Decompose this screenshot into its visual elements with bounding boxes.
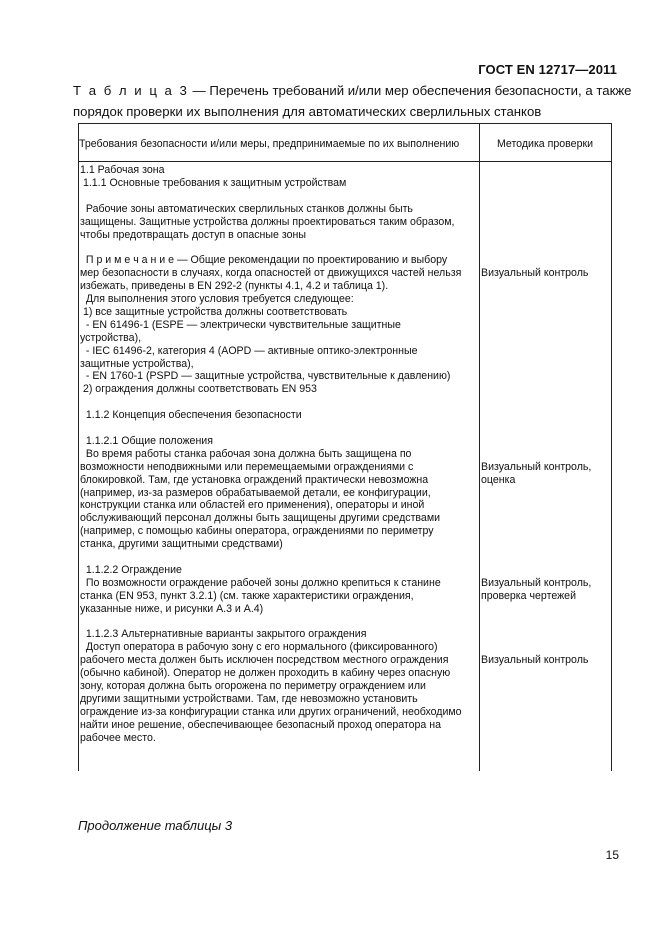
requirement-line: блокировкой. Там, где установка ограждений практически невозможна [80, 473, 429, 486]
requirement-line: станка (EN 953, пункт 3.2.1) (см. также характеристики ограждения, [80, 589, 414, 602]
standard-designation: ГОСТ EN 12717—2011 [478, 62, 617, 77]
requirement-line: найти иное решение, обеспечивающее безопасный проход оператора на [80, 718, 442, 731]
verification-method: Визуальный контроль, [481, 460, 592, 473]
requirement-line: защитные устройства), [80, 357, 194, 370]
requirement-line: (например, из-за размеров обрабатываемой детали, ее конфигурации, [80, 486, 431, 499]
requirement-line: ограждение из-за конфигурации станка или других ограничений, необходимо [80, 705, 462, 718]
requirement-line: мер безопасности в случаях, когда опасностей от движущихся частей нельзя [80, 267, 462, 280]
requirement-line: избежать, приведены в EN 292-2 (пункты 4.1, 4.2 и таблица 1). [80, 280, 389, 293]
requirement-line: Для выполнения этого условия требуется следующее: [80, 293, 354, 305]
requirement-line: рабочего места должен быть исключен посредством местного ограждения [80, 654, 449, 667]
requirement-line: Во время работы станка рабочая зона должна быть защищена по [80, 447, 412, 460]
requirement-line: 1.1.2 Концепция обеспечения безопасности [80, 409, 302, 422]
requirement-line: станка, другими защитными средствами) [80, 538, 283, 551]
caption-title-line2: порядок проверки их выполнения для автоматических сверлильных станков [73, 104, 542, 119]
requirement-line: защищены. Защитные устройства должны проектироваться таким образом, [80, 215, 455, 228]
verification-method: Визуальный контроль [481, 267, 589, 280]
requirement-line: Рабочие зоны автоматических сверлильных станков должны быть [80, 202, 413, 215]
requirement-line: 1.1.1 Основные требования к защитным устройствам [80, 176, 347, 189]
requirement-line: указанные ниже, и рисунки А.3 и А.4) [80, 602, 264, 615]
requirement-line: (обычно кабиной). Оператор не должен проходить в кабину через опасную [80, 667, 451, 680]
header-requirements: Требования безопасности и/или меры, предпринимаемые по их выполнению [79, 138, 460, 150]
column-separator [479, 124, 480, 771]
requirement-line: - EN 1760-1 (PSPD — защитные устройства, чувствительные к давлению) [80, 370, 451, 383]
verification-method: Визуальный контроль, [481, 576, 592, 589]
requirement-line: чтобы предотвращать доступ в опасные зоны [80, 228, 306, 241]
requirement-line: 1) все защитные устройства должны соответствовать [80, 305, 348, 318]
requirement-line: возможности неподвижными или перемещаемыми ограждениями с [80, 460, 414, 473]
requirement-line: П р и м е ч а н и е — Общие рекомендации по проектированию и выбору [80, 254, 448, 267]
requirement-line: По возможности ограждение рабочей зоны должно крепиться к станине [80, 576, 441, 589]
requirement-line: (например, с помощью кабины оператора, ограждениями по периметру [80, 525, 434, 538]
table-caption [73, 80, 633, 122]
caption-title-line1: — Перечень требований и/или мер обеспечения безопасности, а также [188, 83, 632, 98]
requirement-line: рабочее место. [80, 731, 156, 744]
requirement-line: 1.1.2.1 Общие положения [80, 434, 213, 447]
requirement-line: обслуживающий персонал должны быть защищены другими средствами [80, 512, 441, 525]
requirement-line: зону, которая должна быть огорожена по периметру ограждением или [80, 680, 426, 692]
caption-lead: Т а б л и ц а 3 [73, 83, 189, 98]
requirement-line: 2) ограждения должны соответствовать EN 953 [80, 383, 317, 396]
requirement-line: 1.1.2.2 Ограждение [80, 563, 182, 576]
continuation-note: Продолжение таблицы 3 [78, 818, 233, 833]
requirement-line: 1.1.2.3 Альтернативные варианты закрытого ограждения [80, 628, 367, 641]
requirement-line: - EN 61496-1 (ESPE — электрически чувствительные защитные [80, 318, 401, 331]
requirement-line: устройства), [80, 331, 142, 344]
verification-method: проверка чертежей [481, 589, 576, 602]
requirement-line: 1.1 Рабочая зона [80, 164, 165, 176]
requirements-table [78, 123, 612, 771]
table-header-row [79, 124, 611, 162]
requirement-line: - IEC 61496-2, категория 4 (AOPD — активные оптико-электронные [80, 344, 418, 357]
requirement-line: Доступ оператора в рабочую зону с его нормального (фиксированного) [80, 641, 438, 654]
page-number: 15 [605, 848, 619, 862]
requirement-line: другими защитными устройствами. Там, где невозможно установить [80, 692, 418, 705]
verification-method: оценка [481, 473, 516, 486]
header-verification: Методика проверки [496, 138, 594, 150]
requirement-line: конструкции станка или областей его применения), операторы и иной [80, 499, 425, 512]
verification-method: Визуальный контроль [481, 654, 589, 667]
